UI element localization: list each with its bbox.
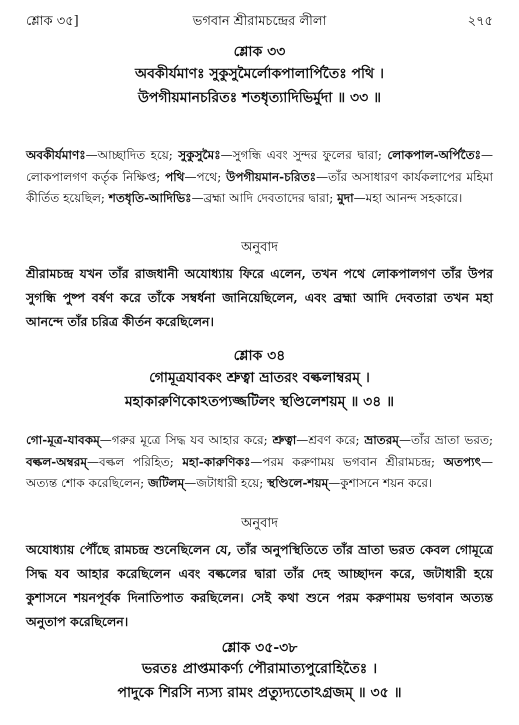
gloss-term: শতধৃতি-আদিভিঃ bbox=[108, 191, 192, 205]
verse-35-line-1: ভরতঃ প্রাপ্তমাকর্ণ্য পৌরামাত্যপুরোহিতৈঃ । bbox=[141, 661, 378, 677]
verse-33-heading: শ্লোক ৩৩ bbox=[233, 44, 286, 60]
gloss-meaning: —সুগন্ধি এবং সুন্দর ফুলের দ্বারা; bbox=[220, 148, 388, 162]
gloss-term: শ্রুত্বা bbox=[272, 433, 297, 447]
gloss-term: জটিলম্ bbox=[147, 476, 185, 490]
verse-33-word-meanings bbox=[26, 145, 493, 210]
header-title: ভগবান শ্রীরামচন্দ্রের লীলা bbox=[192, 14, 327, 29]
verse-34-heading: শ্লোক ৩৪ bbox=[233, 348, 286, 364]
gloss-term: উপগীয়মান-চরিতঃ bbox=[226, 169, 317, 184]
verse-35-line-2: পাদুকে শিরসি ন্যস্য রামং প্রত্যুদ্যতোঽগ্রজম্ ॥ ৩৫ ॥ bbox=[117, 685, 402, 701]
header-verse-ref: শ্লোক ৩৫] bbox=[26, 14, 79, 29]
gloss-meaning: —জটাধারী হয়ে; bbox=[184, 476, 268, 490]
gloss-term: স্থণ্ডিলে-শয়ম্ bbox=[267, 476, 329, 490]
gloss-meaning: —ব্রহ্মা আদি দেবতাদের দ্বারা; bbox=[191, 191, 338, 205]
gloss-term: লোকপাল-অর্পিতৈঃ bbox=[387, 148, 481, 162]
gloss-term: বল্কল-অম্বরম্ bbox=[26, 454, 88, 469]
gloss-meaning: —লোকপালগণ কর্তৃক নিক্ষিপ্ত; bbox=[26, 148, 493, 184]
page-number: ২৭৫ bbox=[467, 14, 493, 29]
gloss-meaning: —পথে; bbox=[184, 169, 226, 184]
gloss-term: ভ্রাতরম্ bbox=[364, 433, 399, 447]
verse-34-translation: অযোধ্যায় পৌঁছে রামচন্দ্র শুনেছিলেন যে, তাঁর অনুপস্থিতিতে তাঁর ভ্রাতা ভরত কেবল গোমূত্রে সিদ্ধ যব আহার করেছিলেন এবং বল্কলের দ্বারা তাঁর দেহ আচ্ছাদন করে, জটাধারী হয়ে কুশাসনে শয়নপূর্বক দিনাতিপাত করছিলেন। সেই কথা শুনে পরম করুণাময় ভগবান অত্যন্ত অনুতাপ করেছিলেন। bbox=[26, 542, 493, 629]
gloss-meaning: —পরম করুণাময় ভগবান শ্রীরামচন্দ্র; bbox=[250, 454, 444, 469]
verse-33-translation: শ্রীরামচন্দ্র যখন তাঁর রাজধানী অযোধ্যায় ফিরে এলেন, তখন পথে লোকপালগণ তাঁর উপর সুগন্ধি পুষ্প বর্ষণ করে তাঁকে সম্বর্ধনা জানিয়েছিলেন, এবং ব্রহ্মা আদি দেবতারা তখন মহা আনন্দে তাঁর চরিত্র কীর্তন করেছিলেন। bbox=[26, 266, 493, 329]
verse-34-line-1: গোমূত্রযাবকং শ্রুত্বা ভ্রাতরং বল্কলাম্বরম্ । bbox=[149, 370, 370, 386]
verse-33-line-2: উপগীয়মানচরিতঃ শতধৃত্যাদিভির্মুদা ॥ ৩৩ ॥ bbox=[137, 90, 382, 106]
gloss-term: মহা-কারুণিকঃ bbox=[182, 454, 251, 469]
gloss-meaning: —তাঁর অসাধারণ কার্যকলাপের মহিমা কীর্তিত হয়েছিল; bbox=[26, 169, 493, 205]
gloss-meaning: —শ্রবণ করে; bbox=[296, 433, 365, 447]
gloss-meaning: —গরুর মূত্রে সিদ্ধ যব আহার করে; bbox=[99, 433, 273, 447]
verse-33-line-1: অবকীর্যমাণঃ সুকুসুমৈর্লোকপালার্পিতৈঃ পথি । bbox=[134, 66, 385, 82]
gloss-term: অবকীর্যমাণঃ bbox=[26, 148, 86, 162]
gloss-term: সুকুসুমৈঃ bbox=[178, 148, 221, 162]
gloss-meaning: —তাঁর ভ্রাতা ভরত; bbox=[398, 433, 493, 447]
gloss-meaning: —অত্যন্ত শোক করেছিলেন; bbox=[26, 454, 494, 490]
gloss-meaning: —আচ্ছাদিত হয়ে; bbox=[85, 148, 179, 162]
verse-35-heading: শ্লোক ৩৫-৩৮ bbox=[221, 640, 298, 656]
gloss-term: অতপ্যৎ bbox=[443, 454, 482, 469]
gloss-meaning: —কুশাসনে শয়ন করে। bbox=[328, 476, 433, 490]
gloss-term: পথি bbox=[165, 169, 185, 184]
verse-34-word-meanings bbox=[26, 430, 493, 495]
gloss-term: গো-মূত্র-যাবকম্ bbox=[26, 433, 100, 447]
page-header bbox=[26, 12, 493, 32]
verse-34-translation-heading: অনুবাদ bbox=[241, 516, 278, 531]
gloss-meaning: —মহা আনন্দ সহকারে। bbox=[353, 191, 463, 205]
gloss-term: মুদা bbox=[337, 191, 354, 205]
gloss-meaning: —বল্কল পরিহিত; bbox=[87, 454, 183, 469]
verse-33-translation-heading: অনুবাদ bbox=[241, 240, 278, 255]
verse-34-line-2: মহাকারুণিকোঽতপ্যজ্জটিলং স্থণ্ডিলেশয়ম্ ॥ ৩৪ ॥ bbox=[124, 394, 395, 410]
